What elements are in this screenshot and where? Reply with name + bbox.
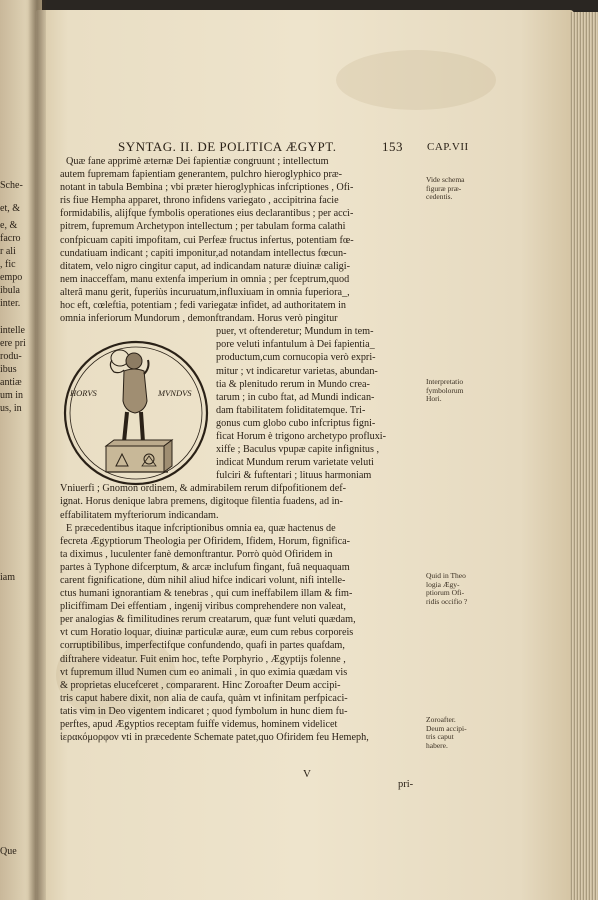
left-page-fragment: um in (0, 390, 24, 401)
left-page-fragment: iam (0, 572, 15, 583)
text-line: tris caput habere dixit, non alia de caufa, quàm vt infinitam perfpicaci- (60, 692, 348, 704)
text-line: partes à Typhone difcerptum, & arcæ inclufum fingant, fuâ nequaquam (60, 561, 350, 573)
margin-note-line: logia Ægy- (426, 579, 460, 589)
left-page-fragment: inter. (0, 298, 21, 309)
text-line: ficat Horum è trigono archetypo profluxi- (216, 430, 387, 442)
text-line: autem fupremam fapientiam generantem, pulchro hieroglyphico præ- (60, 169, 343, 181)
text-line: ta diximus , luculenter fanè demonftrantur. Porrò quòd Ofiridem in (60, 548, 333, 560)
book-gutter (28, 0, 46, 900)
medallion-label-right: MVNDVS (158, 388, 192, 398)
margin-note-line: Hori. (426, 394, 442, 404)
left-page-fragment: us, in (0, 403, 22, 414)
margin-note-line: ptiorum Ofi- (426, 588, 465, 598)
text-line: nem inacceffam, manu extenfa imperium in omnia ; per fceptrum,quod (60, 273, 350, 285)
paper-stain (336, 50, 496, 110)
horus-medallion-engraving (62, 338, 210, 488)
text-line: mitur ; vt indicaretur varietas, abundan- (216, 365, 378, 377)
left-page-fragment: ibus (0, 364, 17, 375)
text-line: fulciri & fuftentari ; lituus harmoniam (216, 470, 372, 482)
chapter-label: CAP.VII (427, 141, 469, 153)
left-page-fragment: et, & (0, 203, 20, 214)
text-line: ignat. Horus denique labra premens, digitoque filentia fuadens, ad in- (60, 496, 343, 508)
text-line: vt fupremum illud Numen cum eo animali , in quo eximia quædam vis (60, 666, 348, 678)
text-line: dam ftabilitatem foliditatemque. Tri- (216, 404, 366, 416)
text-line: pitrem, fupremum Archetypon intellectum ; per tabulam forma calathi (60, 221, 346, 233)
left-page-fragment: ibula (0, 285, 20, 296)
text-line: vt cum Horatio loquar, diuinæ particulæ auræ, eum cum rebus corporeis (60, 627, 354, 639)
text-line: gonus cum globo cubo infcriptus figni- (216, 417, 376, 429)
text-line: indicat Mundum rerum varietate veluti (216, 457, 374, 469)
text-line: perftes, apud Ægyptios receptam fuiffe videmus, hominem videlicet (60, 719, 338, 731)
text-line: alterâ manu gerit, fuperiùs incuruatum,influxiuam in omnia fuperiora_, (60, 286, 350, 298)
text-line: corruptibilibus, imperfectifque confundendo, quafi in partes quafdam, (60, 640, 345, 652)
text-line: & proprietas elucefceret , compararent. Hinc Zoroafter Deum accipi- (60, 679, 341, 691)
text-line: per analogias & fimilitudines rerum creatarum, quæ funt veluti quædam, (60, 614, 356, 626)
margin-note-line: habere. (426, 740, 448, 750)
page-number: 153 (382, 139, 403, 154)
text-line: ris fiue Hempha apparet, throno infidens variegato , accipitrina facie (60, 195, 339, 207)
text-line: Vniuerfi ; Gnomon ordinem, & admirabilem rerum difpofitionem def- (60, 483, 347, 495)
text-line: puer, vt oftenderetur; Mundum in tem- (216, 326, 374, 338)
text-line: E præcedentibus itaque infcriptionibus omnia ea, quæ hactenus de (66, 522, 336, 534)
margin-note-line: Zoroafter. (426, 715, 456, 724)
margin-note-line: Interpretatio (426, 377, 464, 386)
text-line: xiffe ; Baculus vpupæ capite infignitus , (216, 444, 380, 456)
text-line: ἱερακόμορφον vti in præcedente Schemate patet,quo Ofiridem feu Hemeph, (60, 732, 369, 744)
text-line: carent fignificatione, dùm nihil aliud hifce indicari volunt, nifi intelle- (60, 575, 346, 586)
left-page-fragment: rodu- (0, 351, 22, 362)
left-page-fragment: antiæ (0, 377, 22, 388)
margin-note-line: Deum accipi- (426, 723, 467, 733)
text-line: productum,cum cornucopia verò expri- (216, 352, 376, 364)
text-line: effabilitatem myfteriorum indicandam. (60, 509, 219, 521)
left-page-fragment: facro (0, 233, 21, 244)
left-page-fragment: e, & (0, 220, 18, 231)
medallion-label-left: HORVS (70, 388, 97, 398)
left-page-fragment: ere pri (0, 338, 26, 349)
left-page-fragment: intelle (0, 325, 25, 336)
margin-note (426, 176, 488, 202)
text-line: cundatiuam indicant ; capiti imponitur,ad notandam intellectus fœcun- (60, 247, 347, 259)
text-line: notant in tabula Bembina ; vbi præter hieroglyphicas infcriptiones , Ofi- (60, 182, 354, 194)
margin-note-line: tris caput (426, 732, 454, 742)
text-line: confpicuam capiti impofitam, cui Perfeæ fructus infertus, potentiam fœ- (60, 234, 354, 246)
text-line: diftrahere videatur. Fuit enim hoc, tefte Porphyrio , Ægyptijs folenne , (60, 653, 346, 665)
signature-mark: V (303, 768, 311, 780)
margin-note (426, 378, 488, 404)
left-page-fragment: , fic (0, 259, 16, 270)
text-line: fecreta Ægyptiorum Theologia per Ofiridem, Ifidem, Horum, fignifica- (60, 535, 351, 547)
text-line: tatis vim in Deo vigentem indicaret ; quod fymbolum in hunc diem fu- (60, 705, 348, 717)
margin-note-line: Vide schema (426, 175, 465, 184)
page-fore-edge (570, 12, 598, 900)
text-line: tia & plenitudo rerum in Mundo crea- (216, 378, 370, 390)
text-line: omnia inferiorum Mundorum , demonftrandam. Horus verò pingitur (60, 313, 338, 325)
text-line: hoc eft, cœleftia, potentiam ; fedi variegatæ infidet, ad authoritatem in (60, 300, 346, 312)
text-line: ctus humani ignorantiam & tenebras , qui cum ineffabilem illam & fim- (60, 588, 353, 600)
running-title: SYNTAG. II. DE POLITICA ÆGYPT. (118, 139, 337, 154)
left-page-fragment: Que (0, 846, 17, 857)
text-line: Quæ fane apprimè æternæ Dei fapientiæ congruunt ; intellectum (66, 156, 329, 167)
left-page-fragment: empo (0, 272, 23, 283)
text-line: pliciffimam Dei effentiam , ingenij viribus comprehendere non valeat, (60, 601, 346, 613)
text-line: tarum ; in cubo ftat, ad Mundi indican- (216, 391, 375, 403)
margin-note-line: cedentis. (426, 192, 453, 202)
text-line: formidabilis, alijfque fymbolis operationes eius declarantibus ; per accì- (60, 208, 354, 220)
text-line: pore veluti infantulum à Dei fapientia_ (216, 339, 375, 351)
left-page-fragment: r ali (0, 246, 16, 257)
margin-note (426, 716, 488, 750)
margin-note-line: Quid in Theo (426, 571, 466, 580)
margin-note-line: ridis occifio ? (426, 596, 468, 606)
margin-note-line: figuræ præ- (426, 183, 462, 193)
text-line: ditatem, velo nigro cingitur caput, ad indicandam naturæ diuinæ caligi- (60, 260, 350, 272)
left-page-fragment: Sche- (0, 180, 23, 191)
catchword: pri- (398, 779, 414, 790)
margin-note-line: fymbolorum (426, 385, 464, 395)
margin-note (426, 572, 488, 606)
